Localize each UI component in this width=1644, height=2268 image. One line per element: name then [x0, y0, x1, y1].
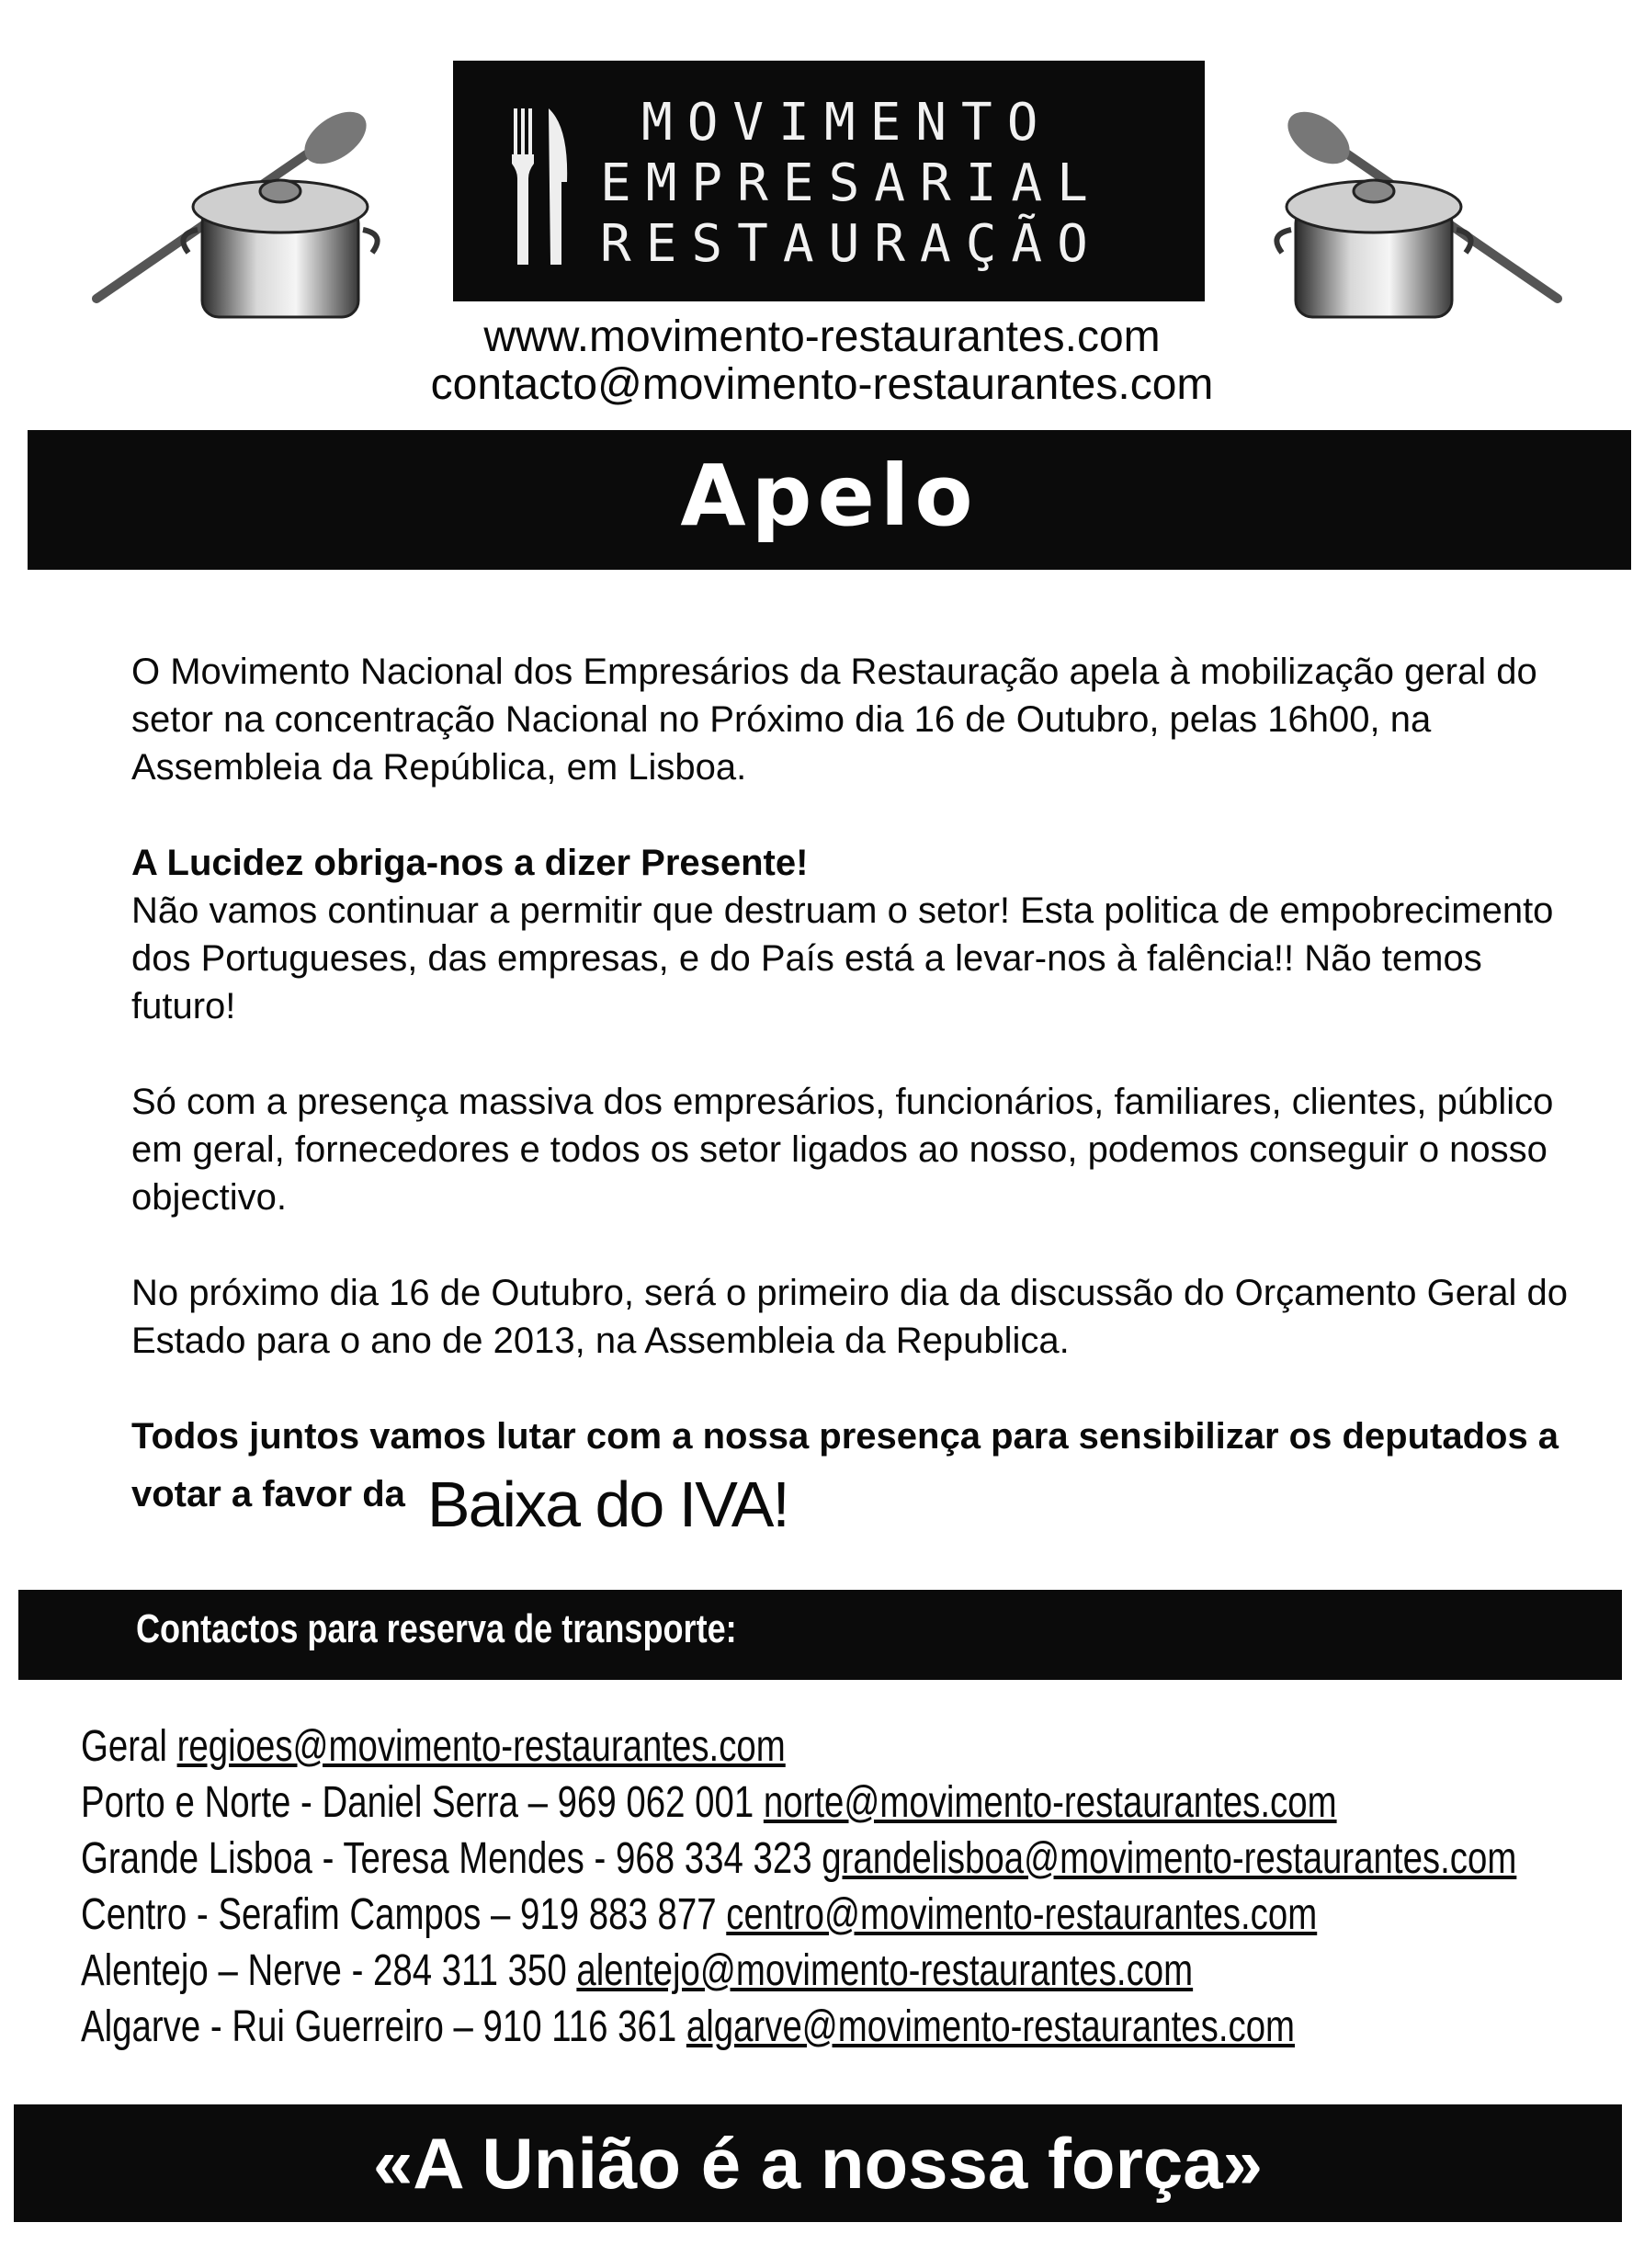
list-item [81, 1775, 1337, 1831]
iva-callout: Baixa do IVA! [426, 1469, 788, 1540]
website-link[interactable]: www.movimento-restaurantes.com [483, 312, 1161, 361]
logo [453, 61, 1205, 301]
contact-list [81, 1718, 1634, 2055]
fork-knife-icon [508, 108, 573, 265]
contacts-banner [18, 1590, 1622, 1680]
contact-label: Porto e Norte - Daniel Serra – 969 062 001 [81, 1778, 764, 1827]
contact-email-link[interactable]: algarve@movimento-restaurantes.com [686, 2002, 1296, 2051]
slogan-banner [14, 2104, 1622, 2222]
contact-label: Grande Lisboa - Teresa Mendes - 968 334 323 [81, 1834, 822, 1883]
page-title: Apelo [680, 447, 979, 545]
contact-email-link[interactable]: regioes@movimento-restaurantes.com [176, 1722, 786, 1771]
contact-email-link[interactable]: alentejo@movimento-restaurantes.com [576, 1946, 1194, 1995]
logo-line-3: RESTAURAÇÃO [600, 214, 1103, 274]
paragraph-1: O Movimento Nacional dos Empresários da Restauração apela à mobilização geral do setor na concentração Nacional no Próximo dia 16 de Outubro, pelas 16h00, na Assembleia da República, em Lisboa. [131, 652, 1537, 788]
logo-line-2: EMPRESARIAL [600, 153, 1103, 213]
slogan: «A União é a nossa força» [372, 2123, 1264, 2204]
contacts-heading: Contactos para reserva de transporte: [136, 1606, 737, 1651]
contact-label: Alentejo – Nerve - 284 311 350 [81, 1946, 577, 1995]
body-text [131, 648, 1583, 1566]
email-link[interactable]: contacto@movimento-restaurantes.com [430, 360, 1214, 409]
contact-label: Algarve - Rui Guerreiro – 910 116 361 [81, 2002, 686, 2051]
contact-email-link[interactable]: centro@movimento-restaurantes.com [726, 1890, 1318, 1939]
paragraph-2 [131, 839, 1583, 1030]
paragraph-2-heading: A Lucidez obriga-nos a dizer Presente! [131, 843, 809, 883]
paragraph-4: No próximo dia 16 de Outubro, será o primeiro dia da discussão do Orçamento Geral do Estado para o ano de 2013, na Assembleia da Republica. [131, 1273, 1569, 1361]
list-item [81, 1943, 1323, 1999]
logo-line-1: MOVIMENTO [641, 93, 1053, 153]
title-banner [28, 430, 1631, 570]
list-item [81, 1887, 1323, 1943]
paragraph-5-text: Todos juntos vamos lutar com a nossa presença para sensibilizar os deputados a votar a favor da [131, 1416, 1559, 1514]
list-item [81, 1718, 1323, 1775]
contact-label: Geral [81, 1722, 177, 1771]
paragraph-5 [131, 1412, 1583, 1540]
list-item [81, 1831, 1517, 1887]
contact-label: Centro - Serafim Campos – 919 883 877 [81, 1890, 727, 1939]
contact-email-link[interactable]: grandelisboa@movimento-restaurantes.com [822, 1834, 1517, 1883]
list-item [81, 1999, 1323, 2055]
paragraph-3: Só com a presença massiva dos empresários, funcionários, familiares, clientes, público em geral, fornecedores e todos os setor ligados ao nosso, podemos conseguir o nosso objectivo. [131, 1082, 1554, 1218]
paragraph-2-text: Não vamos continuar a permitir que destruam o setor! Esta politica de empobrecimento dos Portugueses, das empresas, e do País está a levar-nos à falência!! Não temos futuro! [131, 890, 1554, 1026]
contact-email-link[interactable]: norte@movimento-restaurantes.com [763, 1778, 1337, 1827]
